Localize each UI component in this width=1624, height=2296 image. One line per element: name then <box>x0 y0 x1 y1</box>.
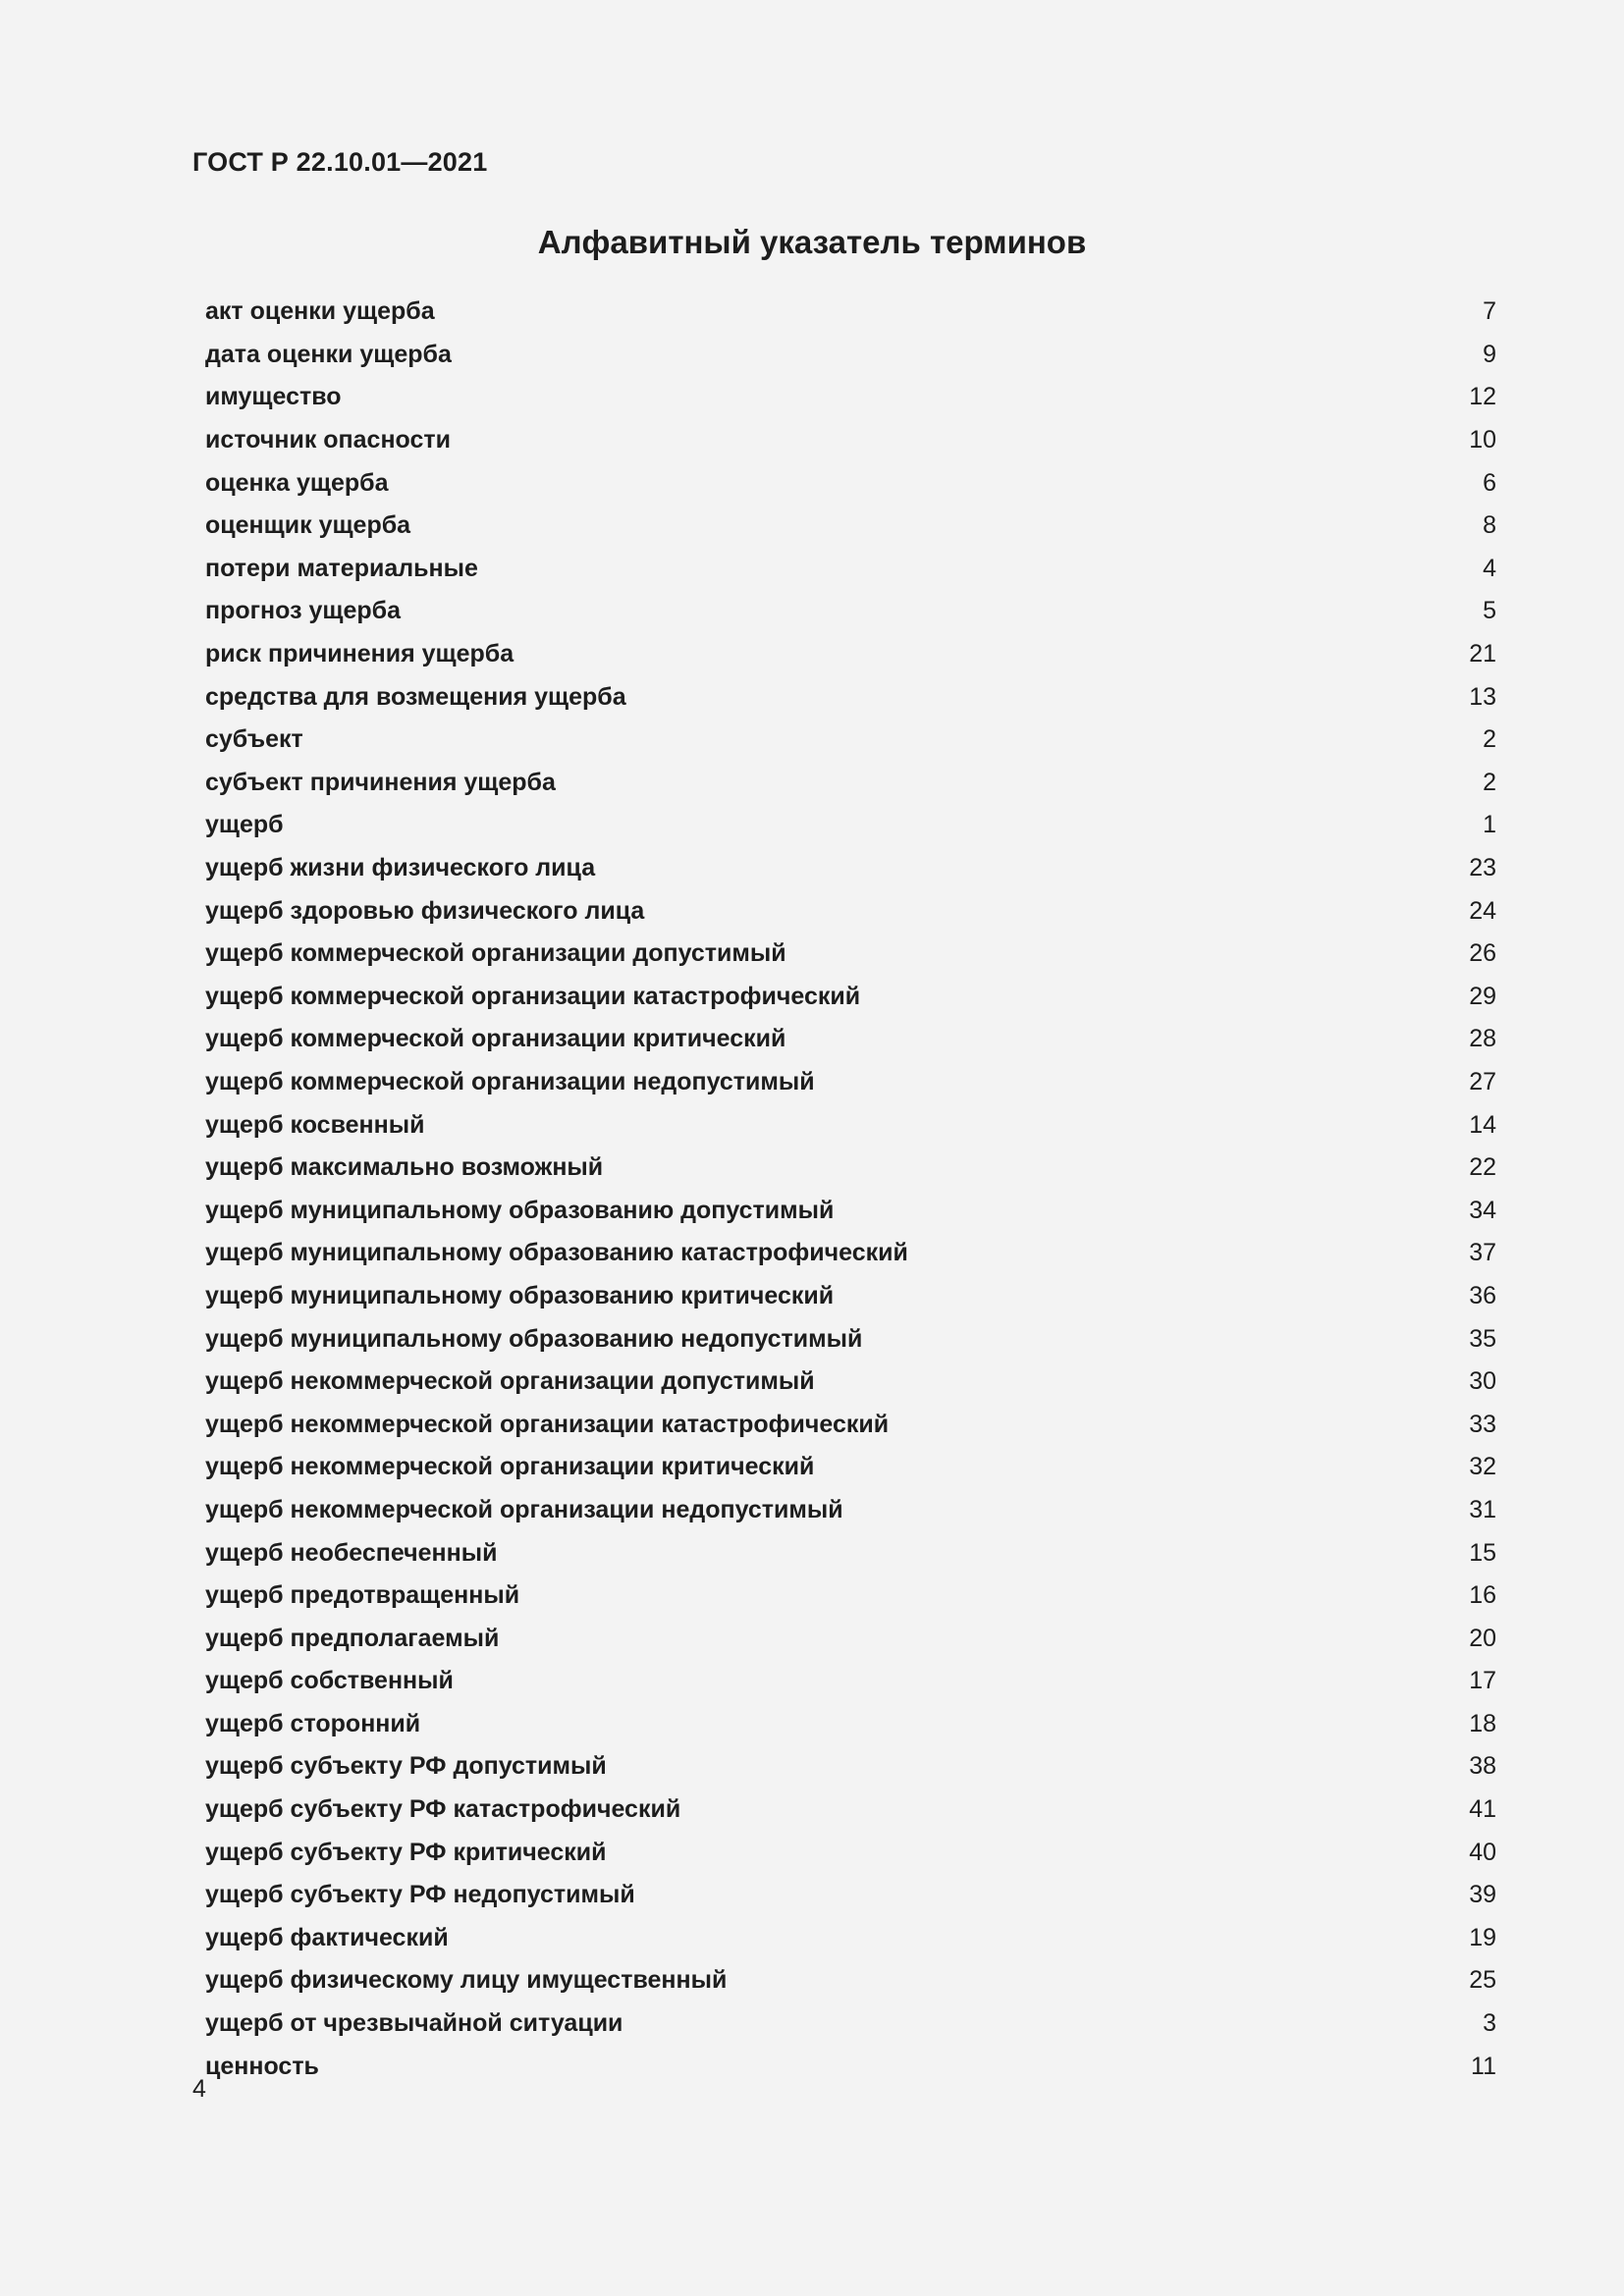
index-term: ущерб сторонний <box>205 1709 421 1737</box>
index-term: оценка ущерба <box>205 468 389 497</box>
index-entry <box>205 719 1496 762</box>
index-entry <box>205 1275 1496 1318</box>
index-page-ref: 35 <box>1469 1324 1496 1353</box>
index-page-ref: 32 <box>1469 1453 1496 1481</box>
index-page-ref: 28 <box>1469 1025 1496 1053</box>
index-page-ref: 24 <box>1469 896 1496 925</box>
index-entry <box>205 1061 1496 1104</box>
index-entry <box>205 1489 1496 1532</box>
index-term: субъект причинения ущерба <box>205 768 556 796</box>
index-page-ref: 5 <box>1483 597 1496 625</box>
index-entry <box>205 1103 1496 1147</box>
index-entry <box>205 419 1496 462</box>
index-entry <box>205 762 1496 805</box>
index-entry <box>205 1018 1496 1061</box>
index-entry <box>205 505 1496 548</box>
index-term: ущерб фактический <box>205 1923 449 1951</box>
index-entry <box>205 291 1496 334</box>
index-page-ref: 37 <box>1469 1239 1496 1267</box>
index-entry <box>205 1789 1496 1832</box>
index-page-ref: 7 <box>1483 297 1496 326</box>
index-page-ref: 16 <box>1469 1581 1496 1610</box>
index-page-ref: 9 <box>1483 340 1496 368</box>
index-entry <box>205 1703 1496 1746</box>
index-page-ref: 2 <box>1483 725 1496 754</box>
index-term: ценность <box>205 2052 319 2080</box>
index-page-ref: 14 <box>1469 1110 1496 1139</box>
index-term: потери материальные <box>205 554 478 582</box>
index-page-ref: 38 <box>1469 1752 1496 1781</box>
index-entry <box>205 1531 1496 1575</box>
index-page-ref: 30 <box>1469 1367 1496 1396</box>
index-term: ущерб здоровью физического лица <box>205 896 645 925</box>
index-term: ущерб коммерческой организации катастрофический <box>205 982 861 1010</box>
index-entry <box>205 1617 1496 1660</box>
index-entry <box>205 675 1496 719</box>
index-page-ref: 26 <box>1469 939 1496 968</box>
index-term: ущерб субъекту РФ недопустимый <box>205 1881 635 1909</box>
index-page-ref: 11 <box>1471 2052 1496 2080</box>
document-code: ГОСТ Р 22.10.01—2021 <box>192 147 488 177</box>
index-term: ущерб некоммерческой организации допустимый <box>205 1367 815 1396</box>
index-page-ref: 19 <box>1469 1923 1496 1951</box>
page-number: 4 <box>192 2075 206 2103</box>
index-page-ref: 6 <box>1483 468 1496 497</box>
index-page-ref: 22 <box>1469 1153 1496 1182</box>
index-entry <box>205 889 1496 933</box>
index-term: ущерб косвенный <box>205 1110 425 1139</box>
index-page-ref: 10 <box>1469 426 1496 454</box>
index-entry <box>205 590 1496 633</box>
index-term: ущерб субъекту РФ катастрофический <box>205 1795 681 1824</box>
index-term: субъект <box>205 725 303 754</box>
index-term: ущерб жизни физического лица <box>205 854 596 882</box>
index-term: акт оценки ущерба <box>205 297 435 326</box>
index-page-ref: 23 <box>1469 854 1496 882</box>
index-entry <box>205 1660 1496 1703</box>
index-term: ущерб некоммерческой организации катастрофический <box>205 1410 890 1438</box>
index-entry <box>205 804 1496 847</box>
index-page-ref: 18 <box>1469 1709 1496 1737</box>
index-entry <box>205 548 1496 591</box>
index-term: ущерб муниципальному образованию допустимый <box>205 1196 835 1224</box>
index-page-ref: 36 <box>1469 1281 1496 1309</box>
index-entry <box>205 376 1496 419</box>
index-term: ущерб некоммерческой организации критический <box>205 1453 815 1481</box>
index-page-ref: 31 <box>1469 1495 1496 1523</box>
index-entry <box>205 461 1496 505</box>
index-page-ref: 34 <box>1469 1196 1496 1224</box>
index-entry <box>205 1361 1496 1404</box>
index-page-ref: 27 <box>1469 1067 1496 1095</box>
index-entry <box>205 933 1496 976</box>
index-entry <box>205 1232 1496 1275</box>
index-entry <box>205 334 1496 377</box>
index-term: прогноз ущерба <box>205 597 401 625</box>
index-term: средства для возмещения ущерба <box>205 682 626 711</box>
index-term: ущерб некоммерческой организации недопустимый <box>205 1495 843 1523</box>
index-term: ущерб предполагаемый <box>205 1624 500 1652</box>
index-page-ref: 4 <box>1483 554 1496 582</box>
index-entry <box>205 1189 1496 1232</box>
index-term: дата оценки ущерба <box>205 340 452 368</box>
index-entry <box>205 1147 1496 1190</box>
index-entry <box>205 633 1496 676</box>
index-term: ущерб субъекту РФ допустимый <box>205 1752 607 1781</box>
index-entry <box>205 1745 1496 1789</box>
term-index-list <box>205 291 1496 2088</box>
index-term: ущерб субъекту РФ критический <box>205 1838 607 1866</box>
index-term: ущерб собственный <box>205 1667 454 1695</box>
index-entry <box>205 1831 1496 1874</box>
index-term: оценщик ущерба <box>205 511 411 540</box>
index-page-ref: 40 <box>1469 1838 1496 1866</box>
index-term: ущерб коммерческой организации допустимый <box>205 939 786 968</box>
index-entry <box>205 1959 1496 2002</box>
index-term: ущерб от чрезвычайной ситуации <box>205 2009 623 2038</box>
index-term: ущерб коммерческой организации критический <box>205 1025 786 1053</box>
index-page-ref: 33 <box>1469 1410 1496 1438</box>
index-page-ref: 21 <box>1469 640 1496 668</box>
index-term: ущерб муниципальному образованию критический <box>205 1281 835 1309</box>
index-page-ref: 12 <box>1469 383 1496 411</box>
index-term: имущество <box>205 383 342 411</box>
index-page-ref: 29 <box>1469 982 1496 1010</box>
index-entry <box>205 847 1496 890</box>
index-page-ref: 15 <box>1469 1538 1496 1567</box>
index-term: ущерб физическому лицу имущественный <box>205 1966 728 1995</box>
index-page-ref: 20 <box>1469 1624 1496 1652</box>
index-entry <box>205 1403 1496 1446</box>
index-entry <box>205 1575 1496 1618</box>
index-page-ref: 17 <box>1469 1667 1496 1695</box>
index-page-ref: 2 <box>1483 768 1496 796</box>
index-page-ref: 39 <box>1469 1881 1496 1909</box>
index-entry <box>205 2002 1496 2046</box>
index-entry <box>205 1917 1496 1960</box>
index-entry <box>205 1317 1496 1361</box>
index-page-ref: 41 <box>1469 1795 1496 1824</box>
index-term: риск причинения ущерба <box>205 640 514 668</box>
index-page-ref: 13 <box>1469 682 1496 711</box>
index-term: ущерб максимально возможный <box>205 1153 604 1182</box>
index-entry <box>205 976 1496 1019</box>
index-title: Алфавитный указатель терминов <box>537 224 1087 260</box>
index-term: ущерб предотвращенный <box>205 1581 520 1610</box>
index-page-ref: 3 <box>1483 2009 1496 2038</box>
index-term: ущерб муниципальному образованию катастрофический <box>205 1239 908 1267</box>
index-entry <box>205 1446 1496 1489</box>
index-entry <box>205 1874 1496 1917</box>
index-term: ущерб коммерческой организации недопустимый <box>205 1067 815 1095</box>
index-term: ущерб муниципальному образованию недопустимый <box>205 1324 863 1353</box>
index-term: источник опасности <box>205 426 452 454</box>
index-term: ущерб необеспеченный <box>205 1538 498 1567</box>
index-page-ref: 1 <box>1483 811 1496 839</box>
index-page-ref: 8 <box>1483 511 1496 540</box>
index-term: ущерб <box>205 811 284 839</box>
index-page-ref: 25 <box>1469 1966 1496 1995</box>
index-entry <box>205 2045 1496 2088</box>
